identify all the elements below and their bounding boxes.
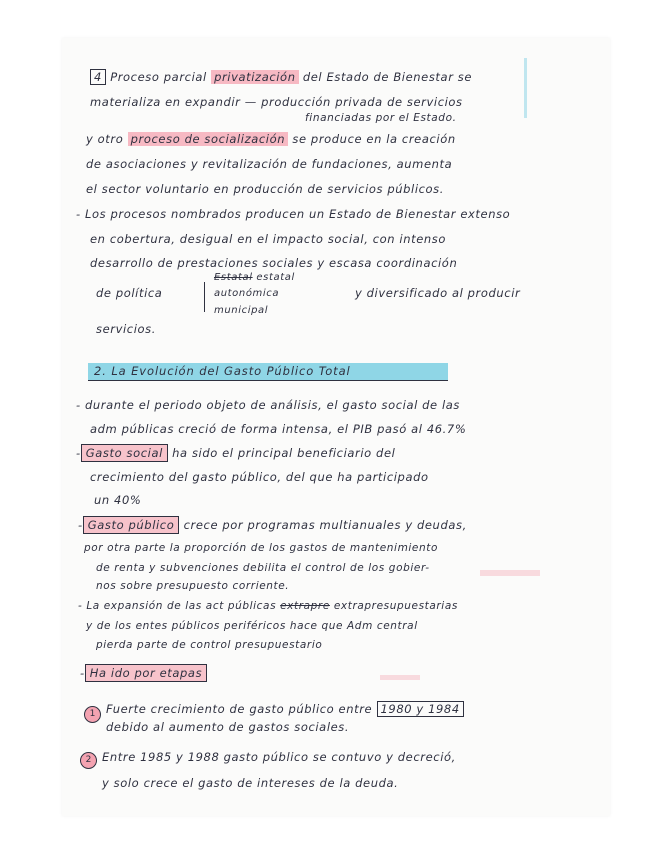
stage2-line1: Entre 1985 y 1988 gasto público se contuvo y decreció, [102, 750, 456, 764]
item-number-4: 4 [90, 69, 106, 85]
s2-bullet3-line2: por otra parte la proporción de los gastos de mantenimiento [84, 542, 438, 554]
s2-bullet2-line2: crecimiento del gasto público, del que ha participado [90, 470, 429, 484]
marker-bleed [380, 675, 420, 680]
highlight-privatizacion: privatización [211, 70, 299, 84]
s2-bullet2-line3: un 40% [94, 493, 142, 507]
bullet1-line4a: de política [96, 286, 163, 300]
brace-items-top: Estatal estatal [214, 272, 295, 283]
section1-line3: financiadas por el Estado. [305, 112, 457, 124]
bullet1-line4b: y diversificado al producir [355, 286, 521, 300]
s2-bullet1-line1: - durante el periodo objeto de análisis, el gasto social de las [76, 398, 461, 412]
highlight-socializacion: proceso de socialización [128, 132, 288, 146]
stage2-line2: y solo crece el gasto de intereses de la deuda. [102, 776, 399, 790]
s2-bullet3-line4: nos sobre presupuesto corriente. [96, 580, 290, 592]
box-gasto-publico: Gasto público [83, 516, 180, 534]
section1-line6: el sector voluntario en producción de servicios públicos. [86, 182, 445, 196]
s2-bullet4-line3: pierda parte de control presupuestario [96, 639, 323, 651]
bullet1-line3: desarrollo de prestaciones sociales y escasa coordinación [90, 256, 458, 270]
s2-bullet4-line2: y de los entes públicos periféricos hace que Adm central [86, 620, 418, 632]
section1-line1: 4 Proceso parcial privatización del Estado de Bienestar se [90, 70, 472, 84]
s2-bullet2-line1: - Gasto social ha sido el principal beneficiario del [76, 446, 396, 460]
bullet1-line5: servicios. [96, 322, 156, 336]
box-ha-ido-por-etapas: Ha ido por etapas [85, 664, 207, 682]
box-gasto-social: Gasto social [81, 444, 168, 462]
section1-line2: materializa en expandir — producción privada de servicios [90, 95, 463, 109]
bullet1-line2: en cobertura, desigual en el impacto social, con intenso [90, 232, 447, 246]
section1-line4: y otro proceso de socialización se produce en la creación [86, 132, 456, 146]
stage1-line1: Fuerte crecimiento de gasto público entre 1980 y 1984 [106, 702, 464, 716]
marker-bleed [480, 570, 540, 576]
bracket [204, 282, 205, 312]
bullet1-line1: - Los procesos nombrados producen un Estado de Bienestar extenso [76, 207, 511, 221]
section2-heading: 2. La Evolución del Gasto Público Total [88, 363, 448, 381]
s2-bullet3-line3: de renta y subvenciones debilita el control de los gobier- [96, 562, 430, 574]
box-years-1980-1984: 1980 y 1984 [377, 701, 464, 717]
section1-line5: de asociaciones y revitalización de fundaciones, aumenta [86, 157, 453, 171]
stage-1-number: 1 [84, 706, 101, 723]
brace-item-municipal: municipal [214, 305, 269, 316]
marker-bleed [524, 58, 527, 118]
brace-item-autonomica: autonómica [214, 288, 280, 299]
stages-title: - Ha ido por etapas [80, 666, 207, 680]
s2-bullet4-line1: - La expansión de las act públicas extrapre extrapresupuestarias [78, 600, 458, 612]
stage1-line2: debido al aumento de gastos sociales. [106, 720, 350, 734]
s2-bullet3-line1: - Gasto público crece por programas multianuales y deudas, [78, 518, 467, 532]
stage-2-number: 2 [80, 752, 97, 769]
s2-bullet1-line2: adm públicas creció de forma intensa, el PIB pasó al 46.7% [90, 422, 467, 436]
